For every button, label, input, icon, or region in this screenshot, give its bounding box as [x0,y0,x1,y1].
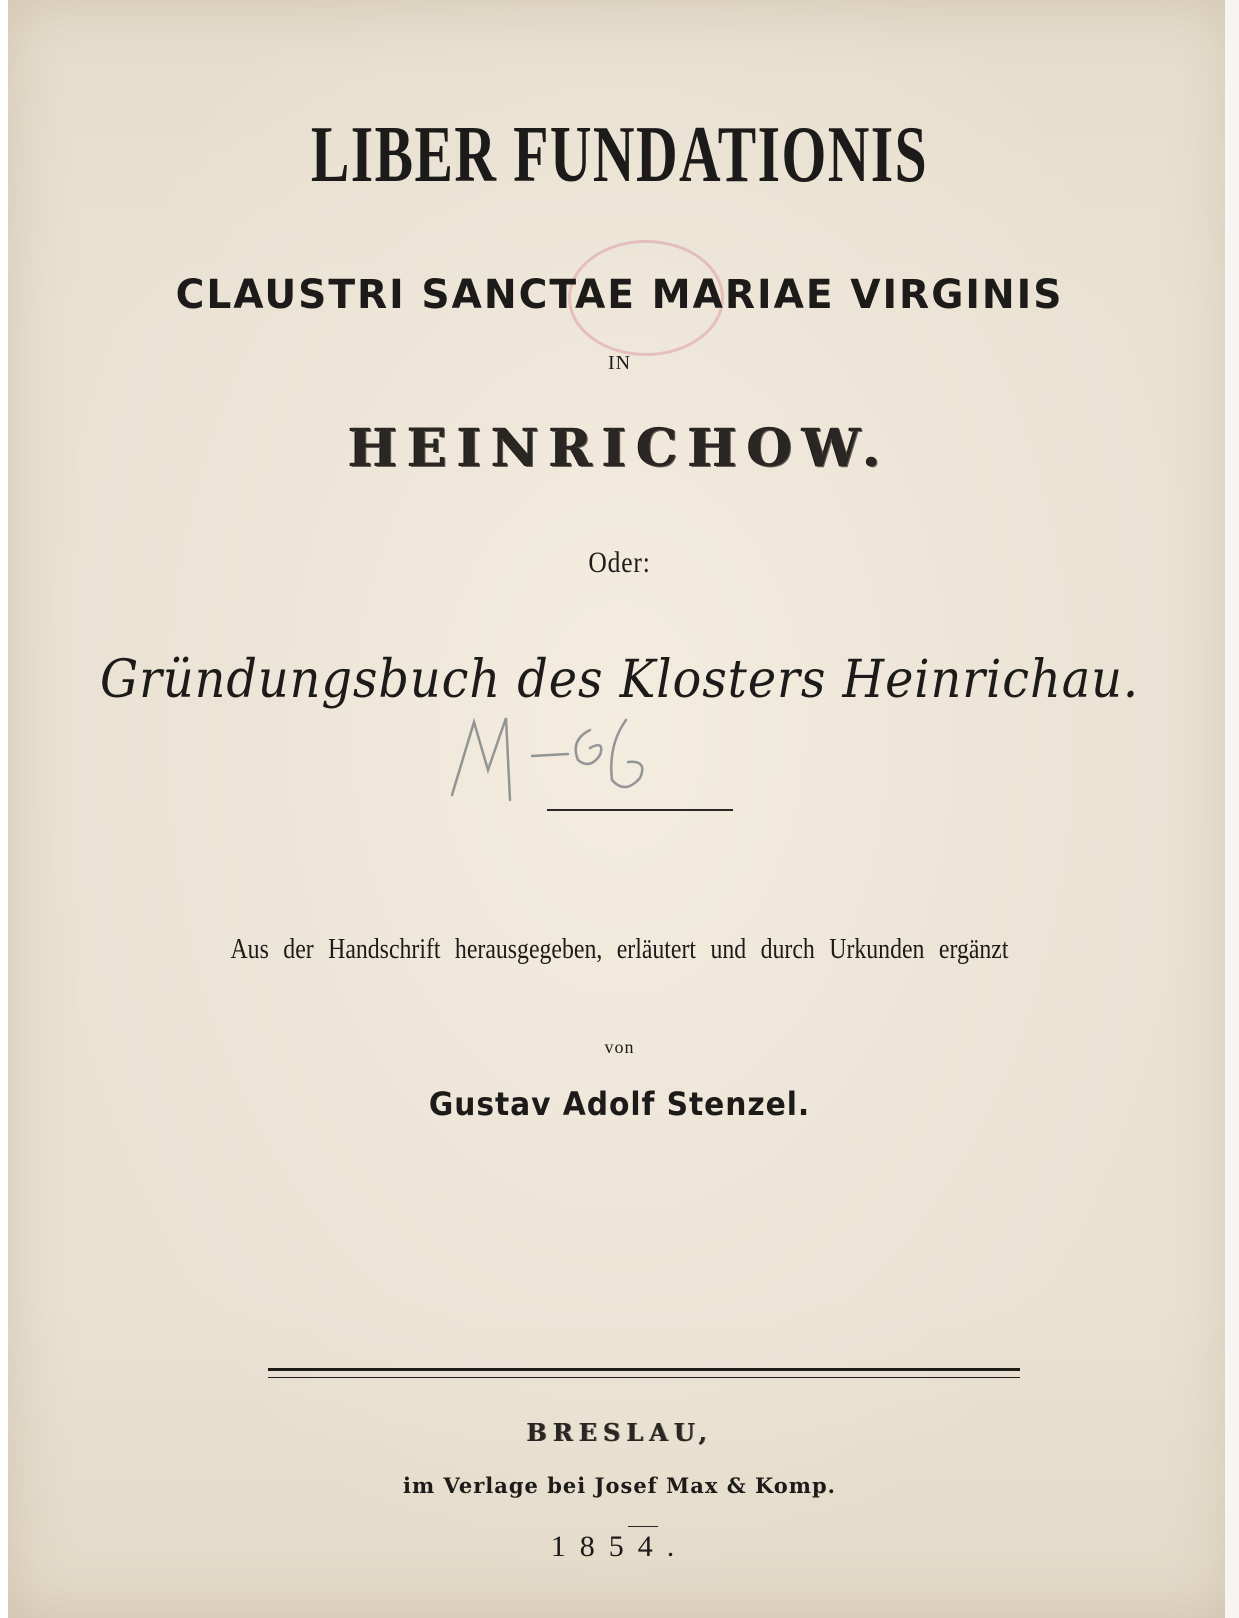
handwritten-shelfmark [440,700,670,810]
double-rule [268,1368,1020,1378]
word-in: IN [607,352,632,374]
year-dash [628,1526,658,1527]
main-title: LIBER FUNDATIONIS [310,111,929,199]
place-name: HEINRICHOW. [348,418,891,479]
subtitle: CLAUSTRI SANCTAE MARIAE VIRGINIS [175,272,1064,318]
scan-margin [1225,0,1239,1618]
oder-label: Oder: [588,546,651,579]
von-label: von [604,1037,635,1057]
imprint-city: BRESLAU, [526,1418,713,1447]
short-divider [547,809,733,811]
german-title: Gründungsbuch des Klosters Heinrichau. [99,650,1140,710]
edition-statement: Aus der Handschrift herausgegeben, erläutert und durch Urkunden ergänzt [230,934,1009,965]
author-name: Gustav Adolf Stenzel. [428,1085,811,1123]
imprint-year: 1854. [550,1530,689,1563]
imprint-publisher: im Verlage bei Josef Max & Komp. [402,1473,836,1498]
